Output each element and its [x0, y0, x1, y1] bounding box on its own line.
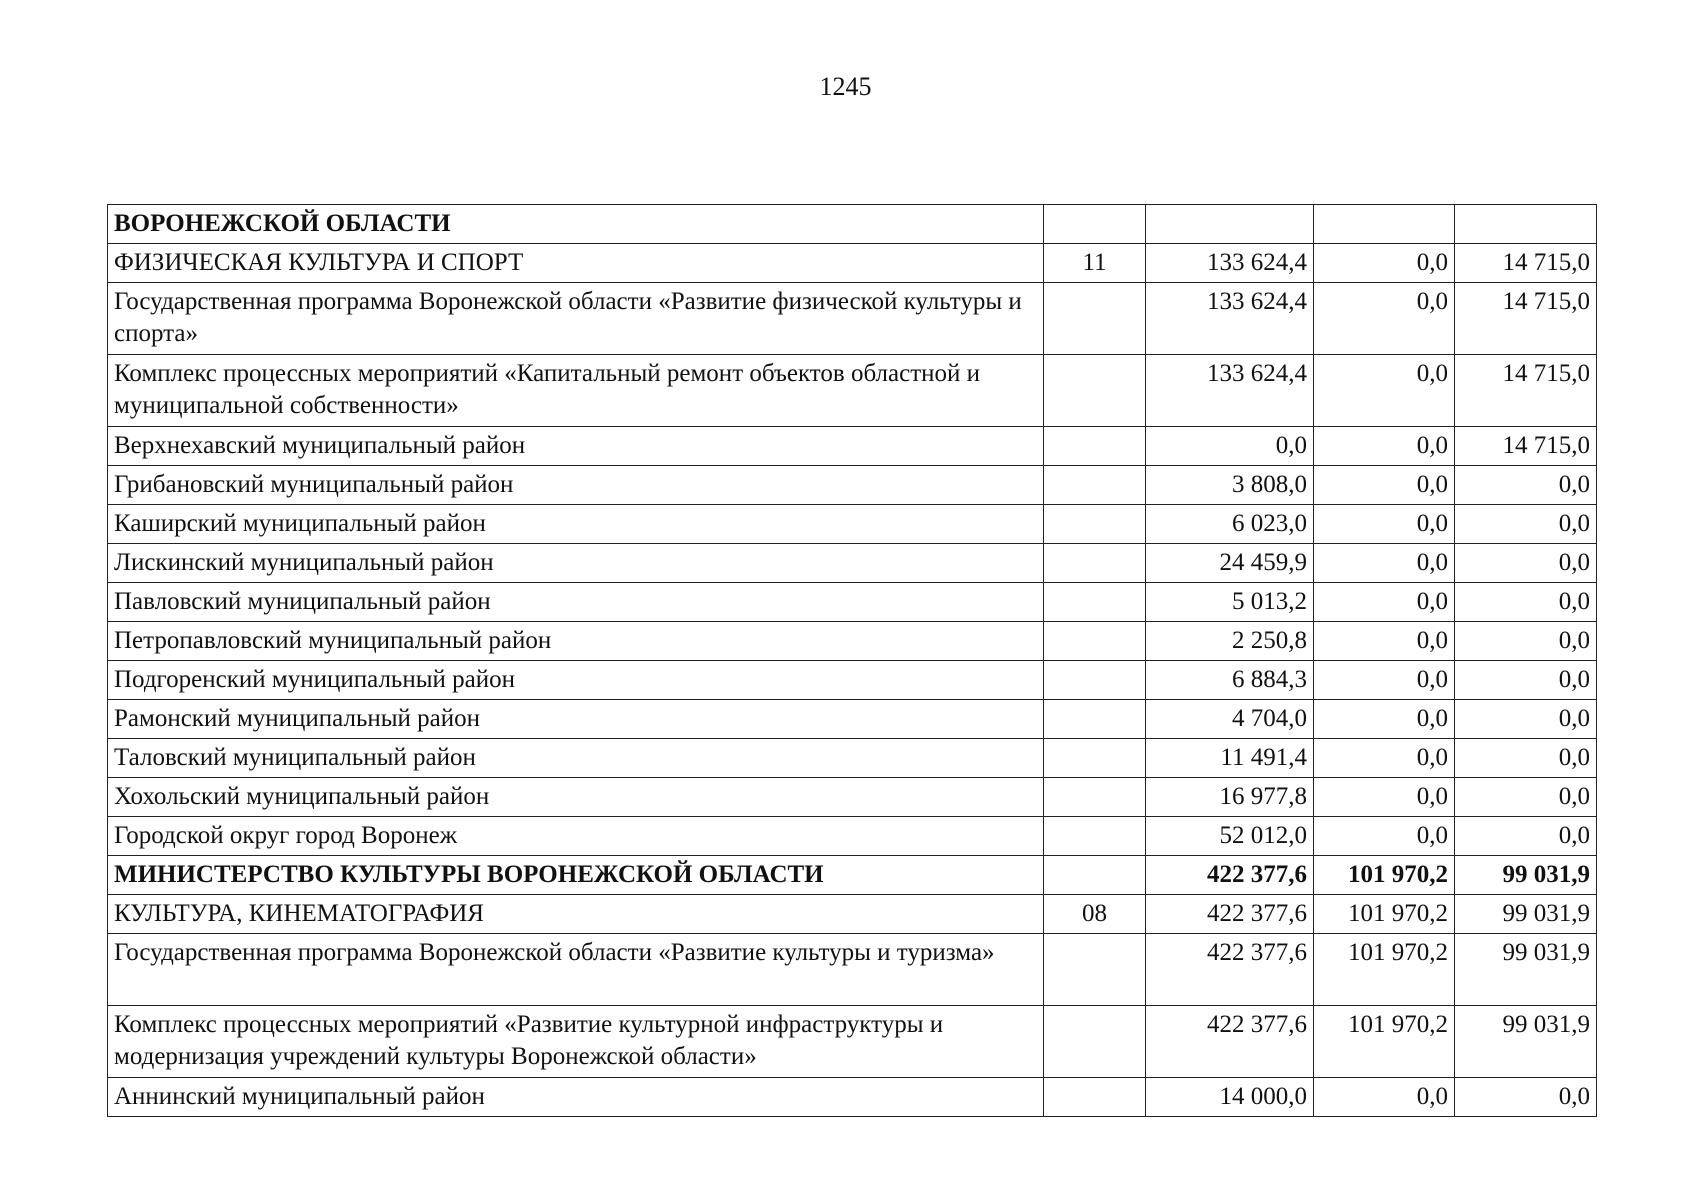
row-value-2-cell: 0,0 — [1314, 622, 1455, 661]
row-name-cell: Лискинский муниципальный район — [108, 544, 1044, 583]
table-row — [108, 355, 1597, 427]
row-name-cell: Верхнехавский муниципальный район — [108, 427, 1044, 466]
budget-table — [107, 204, 1597, 1117]
row-value-3-cell: 0,0 — [1455, 1078, 1597, 1117]
row-section-code-cell — [1044, 817, 1146, 856]
row-value-2-cell: 0,0 — [1314, 739, 1455, 778]
row-value-2-cell: 0,0 — [1314, 700, 1455, 739]
table-row — [108, 739, 1597, 778]
row-section-code-cell: 08 — [1044, 895, 1146, 934]
table-row — [108, 895, 1597, 934]
row-value-3-cell: 0,0 — [1455, 466, 1597, 505]
row-name-cell: Рамонский муниципальный район — [108, 700, 1044, 739]
row-value-2-cell — [1314, 205, 1455, 244]
row-name-cell: КУЛЬТУРА, КИНЕМАТОГРАФИЯ — [108, 895, 1044, 934]
row-value-2-cell: 101 970,2 — [1314, 856, 1455, 895]
row-section-code-cell — [1044, 661, 1146, 700]
table-row — [108, 661, 1597, 700]
row-value-2-cell: 0,0 — [1314, 355, 1455, 427]
row-value-3-cell: 14 715,0 — [1455, 244, 1597, 283]
row-value-3-cell: 14 715,0 — [1455, 283, 1597, 355]
row-name-cell: ФИЗИЧЕСКАЯ КУЛЬТУРА И СПОРТ — [108, 244, 1044, 283]
row-value-2-cell: 0,0 — [1314, 661, 1455, 700]
row-value-3-cell: 99 031,9 — [1455, 856, 1597, 895]
table-row — [108, 817, 1597, 856]
row-value-2-cell: 0,0 — [1314, 583, 1455, 622]
row-value-1-cell: 0,0 — [1146, 427, 1314, 466]
row-value-2-cell: 0,0 — [1314, 544, 1455, 583]
row-value-1-cell: 11 491,4 — [1146, 739, 1314, 778]
row-section-code-cell — [1044, 427, 1146, 466]
row-name-cell: Городской округ город Воронеж — [108, 817, 1044, 856]
row-section-code-cell — [1044, 739, 1146, 778]
table-row — [108, 244, 1597, 283]
row-section-code-cell — [1044, 355, 1146, 427]
row-value-2-cell: 0,0 — [1314, 283, 1455, 355]
row-value-2-cell: 0,0 — [1314, 244, 1455, 283]
table-row — [108, 1006, 1597, 1078]
table-row — [108, 778, 1597, 817]
table-row — [108, 205, 1597, 244]
row-value-3-cell: 0,0 — [1455, 505, 1597, 544]
row-section-code-cell — [1044, 934, 1146, 1006]
row-value-1-cell: 133 624,4 — [1146, 355, 1314, 427]
row-section-code-cell — [1044, 1078, 1146, 1117]
row-section-code-cell — [1044, 583, 1146, 622]
row-section-code-cell — [1044, 778, 1146, 817]
table-row — [108, 283, 1597, 355]
row-section-code-cell — [1044, 205, 1146, 244]
row-name-cell: Государственная программа Воронежской области «Развитие физической культуры и спорта» — [108, 283, 1044, 355]
row-value-3-cell — [1455, 205, 1597, 244]
row-section-code-cell — [1044, 283, 1146, 355]
row-value-1-cell: 24 459,9 — [1146, 544, 1314, 583]
row-value-1-cell: 52 012,0 — [1146, 817, 1314, 856]
row-value-1-cell: 133 624,4 — [1146, 283, 1314, 355]
row-value-3-cell: 99 031,9 — [1455, 1006, 1597, 1078]
table-row — [108, 1078, 1597, 1117]
row-value-1-cell: 133 624,4 — [1146, 244, 1314, 283]
table-body — [108, 205, 1597, 1117]
row-name-cell: Каширский муниципальный район — [108, 505, 1044, 544]
table-row — [108, 622, 1597, 661]
row-value-2-cell: 0,0 — [1314, 427, 1455, 466]
row-name-cell: Таловский муниципальный район — [108, 739, 1044, 778]
row-value-1-cell: 6 023,0 — [1146, 505, 1314, 544]
row-value-1-cell: 6 884,3 — [1146, 661, 1314, 700]
table-row — [108, 544, 1597, 583]
row-value-2-cell: 101 970,2 — [1314, 895, 1455, 934]
row-value-2-cell: 101 970,2 — [1314, 934, 1455, 1006]
row-value-2-cell: 0,0 — [1314, 505, 1455, 544]
row-name-cell: ВОРОНЕЖСКОЙ ОБЛАСТИ — [108, 205, 1044, 244]
table-row — [108, 466, 1597, 505]
row-value-2-cell: 0,0 — [1314, 778, 1455, 817]
row-value-1-cell: 422 377,6 — [1146, 934, 1314, 1006]
row-name-cell: Комплекс процессных мероприятий «Развитие культурной инфраструктуры и модернизация учреждений культуры Воронежской области» — [108, 1006, 1044, 1078]
row-section-code-cell — [1044, 700, 1146, 739]
row-value-1-cell: 2 250,8 — [1146, 622, 1314, 661]
row-value-3-cell: 14 715,0 — [1455, 427, 1597, 466]
row-name-cell: Хохольский муниципальный район — [108, 778, 1044, 817]
table-row — [108, 427, 1597, 466]
table-row — [108, 700, 1597, 739]
row-name-cell: Государственная программа Воронежской области «Развитие культуры и туризма» — [108, 934, 1044, 1006]
row-value-3-cell: 99 031,9 — [1455, 934, 1597, 1006]
row-value-1-cell: 3 808,0 — [1146, 466, 1314, 505]
row-name-cell: Петропавловский муниципальный район — [108, 622, 1044, 661]
row-section-code-cell — [1044, 856, 1146, 895]
row-value-1-cell — [1146, 205, 1314, 244]
row-value-3-cell: 0,0 — [1455, 700, 1597, 739]
row-name-cell: Подгоренский муниципальный район — [108, 661, 1044, 700]
row-name-cell: Комплекс процессных мероприятий «Капитальный ремонт объектов областной и муниципальной собственности» — [108, 355, 1044, 427]
row-section-code-cell — [1044, 466, 1146, 505]
row-name-cell: Грибановский муниципальный район — [108, 466, 1044, 505]
row-value-2-cell: 101 970,2 — [1314, 1006, 1455, 1078]
table-row — [108, 505, 1597, 544]
row-value-3-cell: 99 031,9 — [1455, 895, 1597, 934]
row-name-cell: Аннинский муниципальный район — [108, 1078, 1044, 1117]
row-value-1-cell: 16 977,8 — [1146, 778, 1314, 817]
row-value-1-cell: 5 013,2 — [1146, 583, 1314, 622]
row-value-2-cell: 0,0 — [1314, 1078, 1455, 1117]
row-name-cell: МИНИСТЕРСТВО КУЛЬТУРЫ ВОРОНЕЖСКОЙ ОБЛАСТИ — [108, 856, 1044, 895]
row-section-code-cell — [1044, 544, 1146, 583]
table-row — [108, 856, 1597, 895]
page-number: 1245 — [819, 72, 872, 101]
row-value-1-cell: 422 377,6 — [1146, 1006, 1314, 1078]
row-value-1-cell: 422 377,6 — [1146, 856, 1314, 895]
row-value-1-cell: 14 000,0 — [1146, 1078, 1314, 1117]
row-value-2-cell: 0,0 — [1314, 817, 1455, 856]
row-value-3-cell: 0,0 — [1455, 622, 1597, 661]
row-value-3-cell: 0,0 — [1455, 661, 1597, 700]
table-row — [108, 583, 1597, 622]
row-value-1-cell: 422 377,6 — [1146, 895, 1314, 934]
row-value-2-cell: 0,0 — [1314, 466, 1455, 505]
row-name-cell: Павловский муниципальный район — [108, 583, 1044, 622]
row-value-1-cell: 4 704,0 — [1146, 700, 1314, 739]
row-section-code-cell: 11 — [1044, 244, 1146, 283]
row-section-code-cell — [1044, 1006, 1146, 1078]
row-value-3-cell: 0,0 — [1455, 583, 1597, 622]
row-section-code-cell — [1044, 505, 1146, 544]
row-value-3-cell: 14 715,0 — [1455, 355, 1597, 427]
row-value-3-cell: 0,0 — [1455, 817, 1597, 856]
row-value-3-cell: 0,0 — [1455, 778, 1597, 817]
row-value-3-cell: 0,0 — [1455, 544, 1597, 583]
row-section-code-cell — [1044, 622, 1146, 661]
table-row — [108, 934, 1597, 1006]
row-value-3-cell: 0,0 — [1455, 739, 1597, 778]
